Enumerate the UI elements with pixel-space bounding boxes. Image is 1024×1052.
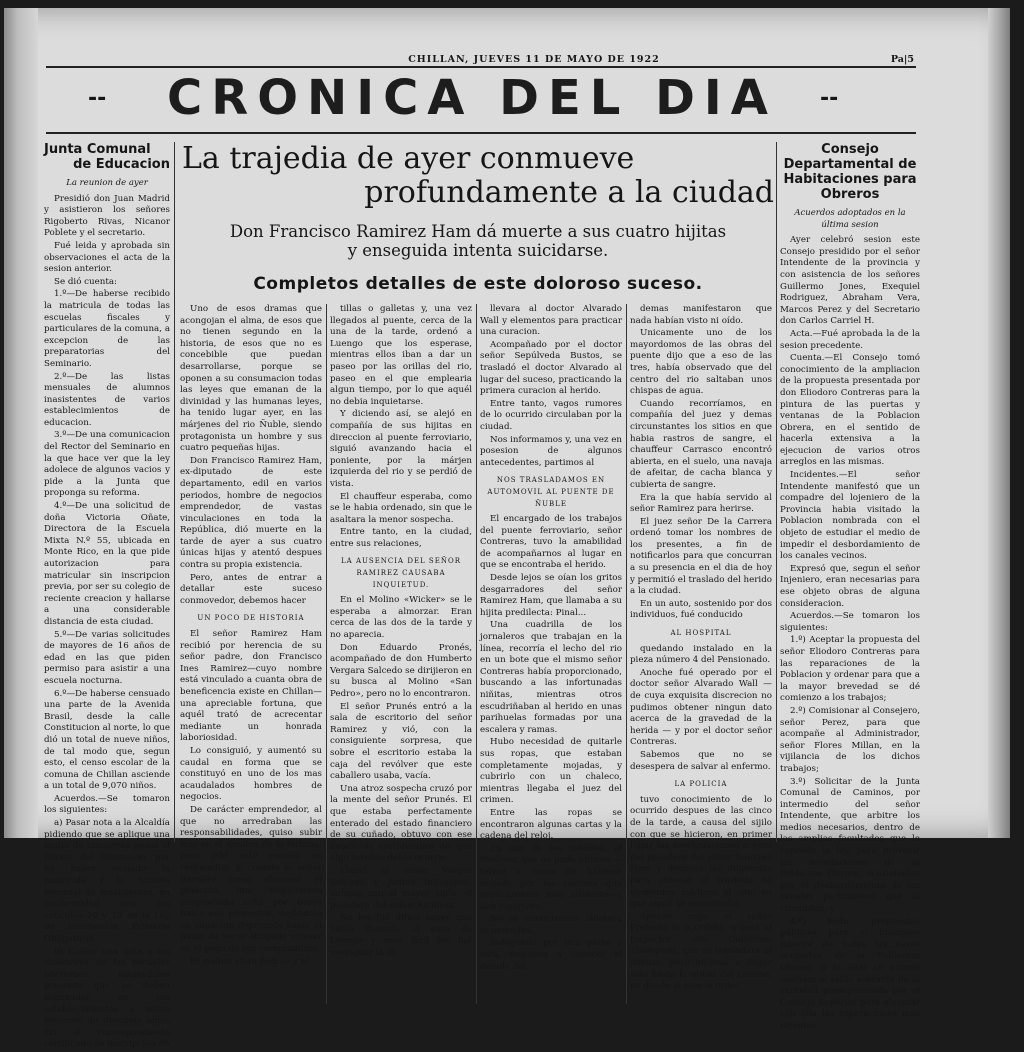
paragraph: 2.º—De las listas mensuales de alumnos inasistentes de varios establecimientos de educacion.: [44, 371, 170, 428]
column-rule: [626, 304, 627, 1004]
paragraph: 2.º) Comisionar al Consejero, señor Perez, para que acompañe al Administrador, señor Flores Millan, en la vijilancia de los dichos trabajos;: [780, 705, 920, 774]
deck-line2: y enseguida intenta suicidarse.: [347, 241, 609, 260]
headline-subdeck: Completos detalles de este doloroso suceso.: [253, 274, 703, 294]
column-rule: [326, 304, 327, 1004]
right-title-line3: Obreros: [820, 187, 880, 202]
paragraph: Presidió don Juan Madrid y asistieron los señores Rigoberto Rivas, Nicanor Poblete y el secretario.: [44, 193, 170, 239]
paragraph: Una atroz sospecha cruzó por la mente del señor Prunés. El que estaba perfectamente enterado del estado financiero de su cuñado, obtuvo con ese detalle la certidumbre de que algo terrible debía ocurrir.: [330, 783, 472, 864]
paragraph: demas manifestaron que nada habían visto ni oído.: [630, 304, 772, 326]
story-column: [480, 304, 622, 974]
paragraph: Entre tanto, en la ciudad, entre sus relaciones,: [330, 527, 472, 549]
paragraph: 6.º—De haberse censuado una parte de la Avenida Brasil, desde la calle Constitucion al norte, lo que dió un total de nueve niños, de tal modo que, segun esto, el censo escolar de la comuna de Chillan asciende a un total de 9,070 niños.: [44, 688, 170, 792]
paragraph: De carácter emprendedor, al que no arredraban las responsabilidades, quiso subir mas en el escalon de la fortuna; pero ¡ah! este escalon es resbaladizo y, cuando el señor Ramirez creía alcanzar el pináculo, una negociacion desgraciada echó por tierra todos sus proyectos, dejándolo en situacion deprimida hasta el punto de verse obligado a cesar en el pago de sus compromisos.: [180, 804, 322, 955]
paragraph: No se encontraron billetera ni monedas.: [480, 914, 622, 936]
paragraph: El chauffeur esperaba, como se le habia ordenado, sin que le asaltara la menor sospecha.: [330, 491, 472, 525]
paragraph: No les fué difícil saber que había llamado al auto de Luengo y mas fácil les fué averiguar la di-: [330, 913, 472, 959]
paragraph: En uno de los bolsillos, el revólver, que no pudo abrirse —talvez a causa de haberse mojado por las razones que explicaremos mas adelante—y una cigarrera.: [480, 843, 622, 912]
paragraph: Acuerdos.—Se tomaron los siguientes:: [44, 793, 170, 816]
paragraph: Y diciendo así, se alejó en compañía de sus hijitas en direccion al puente ferroviario, siguió avanzando hacia el poniente, por la márjen izquierda del rio y se perdió de vista.: [330, 409, 472, 489]
paragraph: El señor Ramirez Ham recibió por herencia de su señor padre, don Francisco Ines Ramirez—cuyo nombre está vinculado a cuanta obra de beneficencia existe en Chillan—una apreciable fortuna, que aquél trató de acrecentar mediante un honrada laboriosidad.: [180, 629, 322, 744]
column-rule: [776, 142, 777, 842]
story-column: [330, 304, 472, 961]
masthead-dash-left: --: [88, 86, 107, 111]
left-subtitle: La reunion de ayer: [66, 178, 148, 188]
right-title-line1: Consejo Departamental de: [783, 142, 917, 172]
paragraph: Fué leida y aprobada sin observaciones el acta de la sesion anterior.: [44, 240, 170, 275]
headline-line1: La trajedia de ayer conmueve: [182, 141, 635, 176]
paragraph: 4.º) Pedir propuestas públicas para el blanqueo interior de todas las casas ocupadas de la Poblacion Obrera, a lo cual se acordó destinar el saldo sobrante de la cantidad presupuestada por el Consejo Superior para efectuar con ello las reparaciones mas urjentes.: [780, 916, 920, 1031]
top-rule: [46, 66, 916, 68]
page-number: Pa|5: [890, 54, 914, 65]
paragraph: Unicamente uno de los mayordomos de las obras del puente dijo que a eso de las tres, había observado que del centro del rio saltaban unos chispas de agua.: [630, 328, 772, 397]
paragraph: b) Enviar una nota a los directores de las escuelas nocturnas, haciéndoles presente que no deben matricular en sus establecimientos a niños menores de dieciseis años, sin el correspondiente certificado de inscripcion de: [44, 946, 170, 1050]
paragraph: El juez señor De la Carrera ordenó tomar los nombres de los presentes, a fin de notificarlos para que concurran a su presencia en el dia de hoy y permitió el traslado del herido a la ciudad.: [630, 516, 772, 597]
paragraph: Pero, antes de entrar a detallar este suceso conmovedor, debemos hacer: [180, 572, 322, 606]
newspaper-page: [4, 8, 1010, 1050]
paragraph: Anoche fué operado por el doctor señor Alvarado Wall — de cuya exquisita discrecion no pudimos obtener ningun dato acerca de la gravedad de la herida — y por el doctor señor Contreras.: [630, 667, 772, 748]
paragraph: tuvo conocimiento de lo ocurrido despues de las cinco de la tarde, a causa del sijilo con que se hicieron, en primer lugar las averiguaciones acerca del paradero del señor Ramirez Ham y despues las dilijencias para obtener el traslado de elementos médicos al sitio en que aquél se encontraba.: [630, 794, 772, 910]
masthead-rule: [46, 132, 916, 134]
paragraph: llevara al doctor Alvarado Wall y elementos para practicar una curacion.: [480, 304, 622, 338]
paragraph: Entre tanto, vagos rumores de lo ocurrido circulaban por la ciudad.: [480, 398, 622, 432]
paragraph: Don Eduardo Pronés, acompañado de don Humberto Vergara Salcedo se dirijieron en su busca al Molino «San Pedro», pero no lo encontraron.: [330, 642, 472, 699]
column-rule: [476, 304, 477, 1004]
paragraph: Lo consiguió, y aumentó su caudal en forma que se constituyó en uno de los mas acaudalados hombres de negocios.: [180, 745, 322, 803]
paragraph: Cuenta.—El Consejo tomó conocimiento de la ampliacion de la propuesta presentada por don Eliodoro Contreras para la pintura de las puertas y ventanas de la Poblacion Obrera, en el sentido de hacerla extensiva a la ejecucion de varios otros arreglos en las mismas.: [780, 353, 920, 468]
paragraph: Era la que había servido al señor Ramirez para herirse.: [630, 492, 772, 515]
paragraph: El encargado de los trabajos del puente ferroviario, señor Contreras, tuvo la amabilidad de acompañarnos al lugar en que se encontraba el herido.: [480, 514, 622, 571]
story-column: [180, 304, 322, 969]
paragraph: Una cuadrilla de los jornaleros que trabajan en la línea, recorría el lecho del rio en un bote que el mismo señor Contreras había proporcionado, buscando a las infortunadas niñitas, mientras otros escudriñaban al herido en unas parihuelas formadas por una escalera y ramas.: [480, 620, 622, 735]
right-subtitle: Acuerdos adoptados en la última sesion: [794, 208, 906, 230]
section-subhead: NOS TRASLADAMOS EN AUTOMOVIL AL PUENTE DE ÑUBLE: [487, 476, 615, 508]
section-subhead: LA AUSENCIA DEL SEÑOR RAMIREZ CAUSABA INQUIETUD.: [341, 557, 461, 589]
right-title-line2: Habitaciones para: [783, 172, 917, 187]
paragraph: Sabemos que no se desespera de salvar al enfermo.: [630, 749, 772, 772]
paragraph: Incidentes.—El señor Intendente manifestó que un compadre del lojeniero de la Provincia habia visitado la Poblacion nombrada con el objeto de estudiar el medio de impedir el desbordamiento de los canales vecinos.: [780, 470, 920, 562]
paragraph: 4.º—De una solicitud de doña Victoria Oñate, Directora de la Escuela Mixta N.º 55, ubicada en Monte Rico, en la que pide autorizacion para matricular sin inscripcion previa, por ser su colegio de reciente creacion y hallarse a una considerable distancia de esta ciudad.: [44, 501, 170, 627]
paragraph: Indagando por una parte y otra, llegamos a conocer el detalle del: [480, 938, 622, 972]
paragraph: Cuando recorríamos, en compañía del juez y demas circunstantes los sitios en que habia rastros de sangre, el chauffeur Carrasco encontró abierta, en el suelo, una navaja de afeitar, de cacha blanca y cubierta de sangre.: [630, 398, 772, 490]
paragraph: quedando instalado en la pieza número 4 del Pensionado.: [630, 643, 772, 666]
section-subhead: AL HOSPITAL: [670, 629, 732, 638]
section-subhead: UN POCO DE HISTORIA: [197, 614, 305, 623]
left-title-line1: Junta Comunal: [44, 142, 151, 157]
paragraph: 3.º—De una comunicacion del Rector del Seminario en la que hace ver que la ley adolece de algunos vacios y pide a la Junta que proponga su reforma.: [44, 430, 170, 499]
paragraph: Se dió cuenta:: [54, 276, 117, 287]
paragraph: Don Francisco Ramirez Ham, ex-diputado de este departamento, edil en varios periodos, hombre de negocios emprendedor, de vastas vinculaciones en toda la República, dió muerte en la tarde de ayer a sus cuatro únicas hijas y atentó despues contra su propia existencia.: [180, 455, 322, 571]
paragraph: Apenas supo el señor Prefecto lo ocurrido, ordenó al Inspector don Guillermo Thompson, que se trasladara al puente; pero alcanzó a llegar solo hasta la mitad del camino, en donde el juez le orde-: [630, 911, 772, 992]
paragraph: 3.º) Solicitar de la Junta Comunal de Caminos, por intermedio del señor Intendente, que arbitre los medios necesarios, dentro de las amplias facultades que le concede la ley, para prevenir las inundaciones de la Poblacion Obrera, ocasionadas por el desbordamiento de los canales particulares que la circundan; y: [780, 776, 920, 915]
paragraph: En el Molino «Wicker» se le esperaba a almorzar. Eran cerca de las dos de la tarde y no aparecia.: [330, 595, 472, 641]
paragraph: 5.º—De varias solicitudes de mayores de 16 años de edad en las que piden permiso para asistir a una escuela nocturna.: [44, 629, 170, 686]
paragraph: tillas o galletas y, una vez llegados al puente, cerca de la una de la tarde, ordenó a Luengo que los esperase, mientras ellos iban a dar un paseo por las orillas del rio, paseo en el que emplearia algun tiempo, por lo que aquél no debia inquietarse.: [330, 304, 472, 407]
paragraph: Hubo necesidad de quitarle sus ropas, que estaban completamente mojadas, y cubrirlo con un chaleco, mientras llegaba el juez del crimen.: [480, 737, 622, 806]
paragraph: a) Pasar nota a la Alcaldía pidiendo que se aplique una multa de cincuenta pesos al Rector del Seminario, por no haber enviado la matricula y la nómina mensual de inasistentes, en conformidad con los artículos 10 y 13 de la Ley de Instruccion Primaria Obligatoria.: [44, 818, 170, 944]
masthead-dash-right: --: [820, 86, 839, 111]
left-column: [44, 142, 170, 1052]
masthead-title: CRONICA DEL DIA: [167, 70, 777, 126]
right-column: [780, 142, 920, 1034]
story-column: [630, 304, 772, 994]
headline-deck: [180, 222, 776, 260]
paragraph: Acta.—Fué aprobada la de la sesion precedente.: [780, 328, 920, 351]
dateline: CHILLAN, JUEVES 11 DE MAYO DE 1922: [408, 54, 660, 65]
paragraph: Ayer celebró sesion este Consejo presidido por el señor Intendente de la provincia y con asistencia de los señores Guillermo Jones, Exequiel Rodriguez, Abraham Vera, Marcos Perez y del Secretario don Carlos Carriel H.: [780, 235, 920, 327]
paragraph: Acuerdos.—Se tomaron los siguientes:: [780, 611, 920, 633]
paragraph: Expresó que, segun el señor Injeniero, eran necesarias para ese objeto obras de alguna consideracion.: [780, 563, 920, 609]
paragraph: 1.º—De haberse recibido la matricula de todas las escuelas fiscales y particulares de la comuna, a excepcion de las preparatorias del Seminario.: [44, 289, 170, 369]
paragraph: Entre las ropas se encontraron algunas cartas y la cadena del reloj.: [480, 807, 622, 842]
paragraph: Desde lejos se oían los gritos desgarradores del señor Ramirez Ham, que llamaba a su hijita predilecta: Pinal...: [480, 573, 622, 618]
column-rule: [174, 142, 175, 842]
left-paragraphs: [44, 194, 170, 1051]
paragraph: El molino «San Pedro» y el: [190, 956, 309, 967]
main-headline: [182, 142, 774, 210]
paragraph: Uno de esos dramas que acongojan el alma, de esos que no tienen segundo en la historia, de esos que no es concebible que puedan desarrollarse, porque se oponen a su consumacion todas las leyes que emanan de la divinidad y las humanas leyes, ha tenido lugar ayer, en las márjenes del rio Ñuble, siendo protagonista un hombre y sus cuatro pequeñas hijas.: [180, 304, 322, 454]
paragraph: Llamó al señor Vargas Salcedo y juntos indagaron, aunque con el mayor sijilo, el paradero del señor Ramirez.: [330, 865, 472, 911]
page-stack-edge: [988, 8, 1010, 838]
headline-line2: profundamente a la ciudad: [364, 175, 774, 210]
section-subhead: LA POLICIA: [674, 780, 728, 789]
paragraph: 1.º) Aceptar la propuesta del señor Eliodoro Contreras para las reparaciones de la Poblacion y ordenar para que a la mayor brevedad se dé comienzo a los trabajos;: [780, 635, 920, 704]
paragraph: Acompañado por el doctor señor Sepúlveda Bustos, se trasladó el doctor Alvarado al lugar del suceso, practicando la primera curacion al herido.: [480, 339, 622, 397]
paragraph: Nos informamos y, una vez en posesion de algunos antecedentes, partimos al: [480, 434, 622, 468]
book-binding: [4, 8, 38, 838]
paragraph: En un auto, sostenido por dos individuos, fué conducido: [630, 598, 772, 621]
right-paragraphs: [780, 235, 920, 1032]
left-title-line2: de Educacion: [73, 157, 170, 172]
paragraph: El señor Prunés entró a la sala de escritorio del señor Ramirez y vió, con la consiguiente sorpresa, que sobre el escritorio estaba la caja del revólver que este caballero usaba, vacía.: [330, 701, 472, 782]
deck-line1: Don Francisco Ramirez Ham dá muerte a sus cuatro hijitas: [229, 222, 727, 241]
